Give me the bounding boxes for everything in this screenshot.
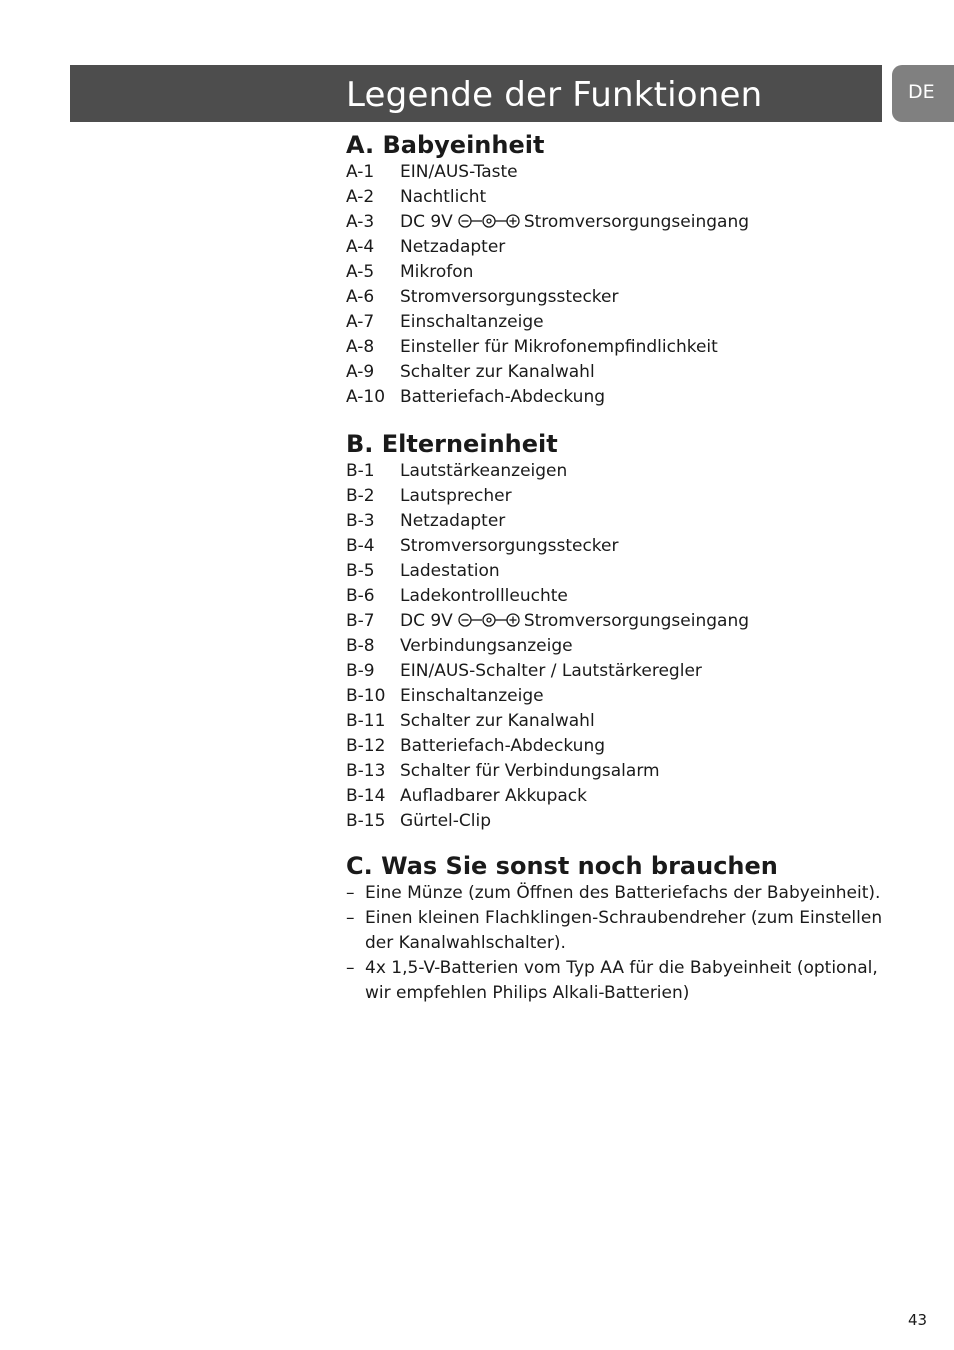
list-item [346,956,886,1006]
item-label-function: Stromversorgungseingang [523,212,750,232]
item-label: Verbindungsanzeige [400,636,573,656]
item-label: Gürtel-Clip [400,811,492,831]
item-code: B-10 [346,686,386,706]
item-label: Batteriefach-Abdeckung [400,387,606,407]
item-label-function: Stromversorgungseingang [523,611,750,631]
item-label: Mikrofon [400,262,474,282]
item-label: Ladekontrollleuchte [400,586,568,606]
list-item [346,484,886,509]
list-item [346,734,886,759]
list-item [346,160,886,185]
item-code: A-2 [346,187,375,207]
list-item [346,285,886,310]
dc-polarity-icon [458,213,520,229]
babyeinheit-list [346,160,886,410]
item-label [400,609,749,634]
item-code: A-9 [346,362,375,382]
list-item [346,210,886,235]
section-heading-babyeinheit: A. Babyeinheit [346,131,545,159]
item-label: Batteriefach-Abdeckung [400,736,606,756]
list-item [346,185,886,210]
item-text: Einen kleinen Flachklingen-Schraubendreher (zum Einstellen der Kanalwahlschalter). [365,908,883,953]
item-label: EIN/AUS-Schalter / Lautstärkeregler [400,661,702,681]
item-label: Stromversorgungsstecker [400,536,619,556]
item-label: Aufladbarer Akkupack [400,786,587,806]
elterneinheit-list [346,459,886,834]
item-code: A-3 [346,212,375,232]
item-label: Einschaltanzeige [400,312,544,332]
item-label: Schalter zur Kanalwahl [400,362,595,382]
list-item [346,659,886,684]
item-label: Schalter zur Kanalwahl [400,711,595,731]
item-label: Stromversorgungsstecker [400,287,619,307]
item-code: B-6 [346,586,375,606]
list-item [346,459,886,484]
list-item [346,385,886,410]
item-label: Netzadapter [400,511,506,531]
list-item [346,759,886,784]
list-item [346,709,886,734]
item-label: Netzadapter [400,237,506,257]
list-item [346,684,886,709]
item-code: A-4 [346,237,375,257]
item-code: B-15 [346,811,386,831]
dc-polarity-icon [458,612,520,628]
list-item [346,634,886,659]
list-item [346,881,886,906]
list-item [346,906,886,956]
item-label: Nachtlicht [400,187,487,207]
item-code: B-13 [346,761,386,781]
section-heading-was-sie-sonst-noch-brauchen: C. Was Sie sonst noch brauchen [346,852,778,880]
item-code: A-1 [346,162,375,182]
item-code: B-14 [346,786,386,806]
item-code: A-5 [346,262,375,282]
item-code: B-11 [346,711,386,731]
item-code: A-7 [346,312,375,332]
item-label-voltage: DC 9V [400,212,453,232]
list-item [346,509,886,534]
list-item [346,235,886,260]
list-item [346,809,886,834]
dash-bullet: – [346,958,355,978]
item-label: Lautstärkeanzeigen [400,461,568,481]
list-item [346,534,886,559]
item-code: B-2 [346,486,375,506]
item-code: A-10 [346,387,386,407]
list-item [346,360,886,385]
item-code: A-8 [346,337,375,357]
item-label-voltage: DC 9V [400,611,453,631]
item-label: Einschaltanzeige [400,686,544,706]
dash-bullet: – [346,883,355,903]
item-code: B-8 [346,636,375,656]
list-item [346,584,886,609]
list-item [346,784,886,809]
list-item [346,260,886,285]
language-tab-label: DE [908,81,935,103]
page-title: Legende der Funktionen [346,75,763,115]
item-code: B-7 [346,611,375,631]
item-code: A-6 [346,287,375,307]
item-code: B-3 [346,511,375,531]
section-heading-elterneinheit: B. Elterneinheit [346,430,558,458]
item-code: B-5 [346,561,375,581]
item-label: Schalter für Verbindungsalarm [400,761,660,781]
dash-bullet: – [346,908,355,928]
item-text: Eine Münze (zum Öffnen des Batteriefachs der Babyeinheit). [365,883,881,903]
item-label: Ladestation [400,561,500,581]
page-number: 43 [908,1311,928,1329]
item-label: Einsteller für Mikrofonempfindlichkeit [400,337,718,357]
item-code: B-12 [346,736,386,756]
list-item [346,609,886,634]
list-item [346,335,886,360]
item-text: 4x 1,5-V-Batterien vom Typ AA für die Babyeinheit (optional, wir empfehlen Philips Alkali-Batterien) [365,958,878,1003]
requirements-list [346,881,886,1006]
item-code: B-9 [346,661,375,681]
content [346,130,886,1006]
item-label: Lautsprecher [400,486,512,506]
list-item [346,310,886,335]
item-code: B-1 [346,461,375,481]
item-label [400,210,749,235]
list-item [346,559,886,584]
item-code: B-4 [346,536,375,556]
item-label: EIN/AUS-Taste [400,162,518,182]
language-tab [892,65,954,122]
